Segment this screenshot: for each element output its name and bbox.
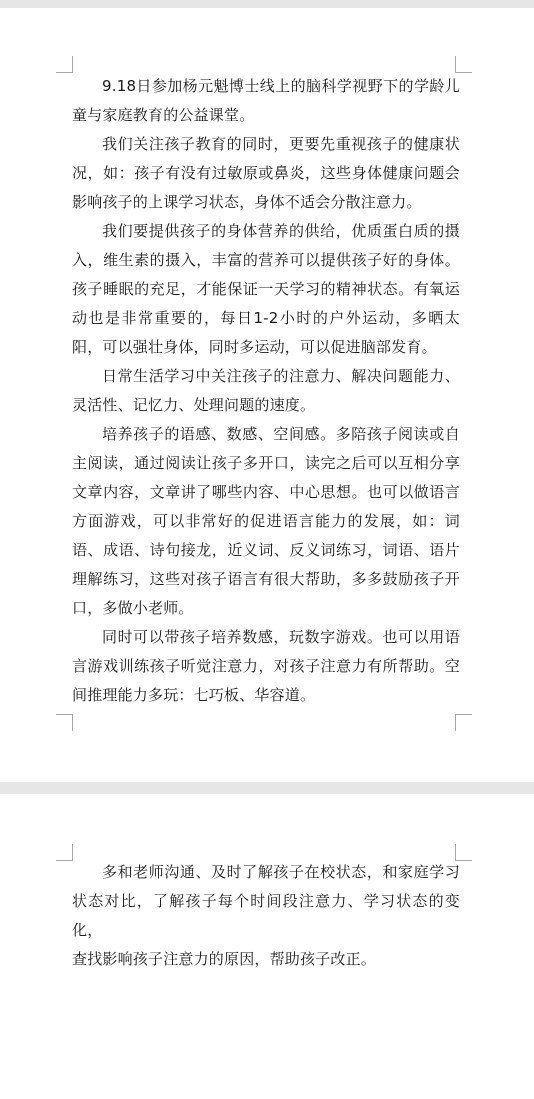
paragraph-number-sense: 同时可以带孩子培养数感，玩数字游戏。也可以用语言游戏训练孩子听觉注意力，对孩子注意力有所帮助。空间推理能力多玩：七巧板、华容道。 [72,628,460,704]
paragraph-language-sense: 培养孩子的语感、数感、空间感。多陪孩子阅读或自主阅读，通过阅读让孩子多开口，读完之后可以互相分享文章内容，文章讲了哪些内容、中心思想。也可以做语言方面游戏，可以非常好的促进语言能力的发展，如：词语、成语、诗句接龙，近义词、反义词练习，词语、语片理解练习，这些对孩子语言有很大帮助，多多鼓励孩子开口，多做小老师。 [72,425,460,617]
margin-corner-mark [455,56,472,73]
paragraph-teacher-communication: 多和老师沟通、及时了解孩子在校状态，和家庭学习状态对比，了解孩子每个时间段注意力、学习状态的变化， [72,863,460,939]
paragraph-daily-attention: 日常生活学习中关注孩子的注意力、解决问题能力、灵活性、记忆力、处理问题的速度。 [72,367,460,414]
document-page-1 [0,8,534,782]
window-top-strip [0,0,534,8]
paragraph-health: 我们关注孩子教育的同时，更要先重视孩子的健康状况，如：孩子有没有过敏原或鼻炎，这些身体健康问题会影响孩子的上课学习状态，身体不适会分散注意力。 [72,135,460,211]
margin-corner-mark [455,714,472,731]
paragraph-find-causes: 查找影响孩子注意力的原因，帮助孩子改正。 [72,950,377,968]
document-body[interactable] [72,858,460,974]
document-body[interactable] [72,72,460,710]
margin-corner-mark [56,844,73,861]
paragraph-nutrition: 我们要提供孩子的身体营养的供给，优质蛋白质的摄入，维生素的摄入，丰富的营养可以提供孩子好的身体。孩子睡眠的充足，才能保证一天学习的精神状态。有氧运动也是非常重要的，每日1-2小时的户外运动，多晒太阳，可以强壮身体，同时多运动，可以促进脑部发育。 [72,222,460,356]
margin-corner-mark [56,56,73,73]
margin-corner-mark [56,714,73,731]
document-page-2 [0,794,534,1099]
paragraph-intro: 9.18日参加杨元魁博士线上的脑科学视野下的学龄儿童与家庭教育的公益课堂。 [72,77,460,124]
